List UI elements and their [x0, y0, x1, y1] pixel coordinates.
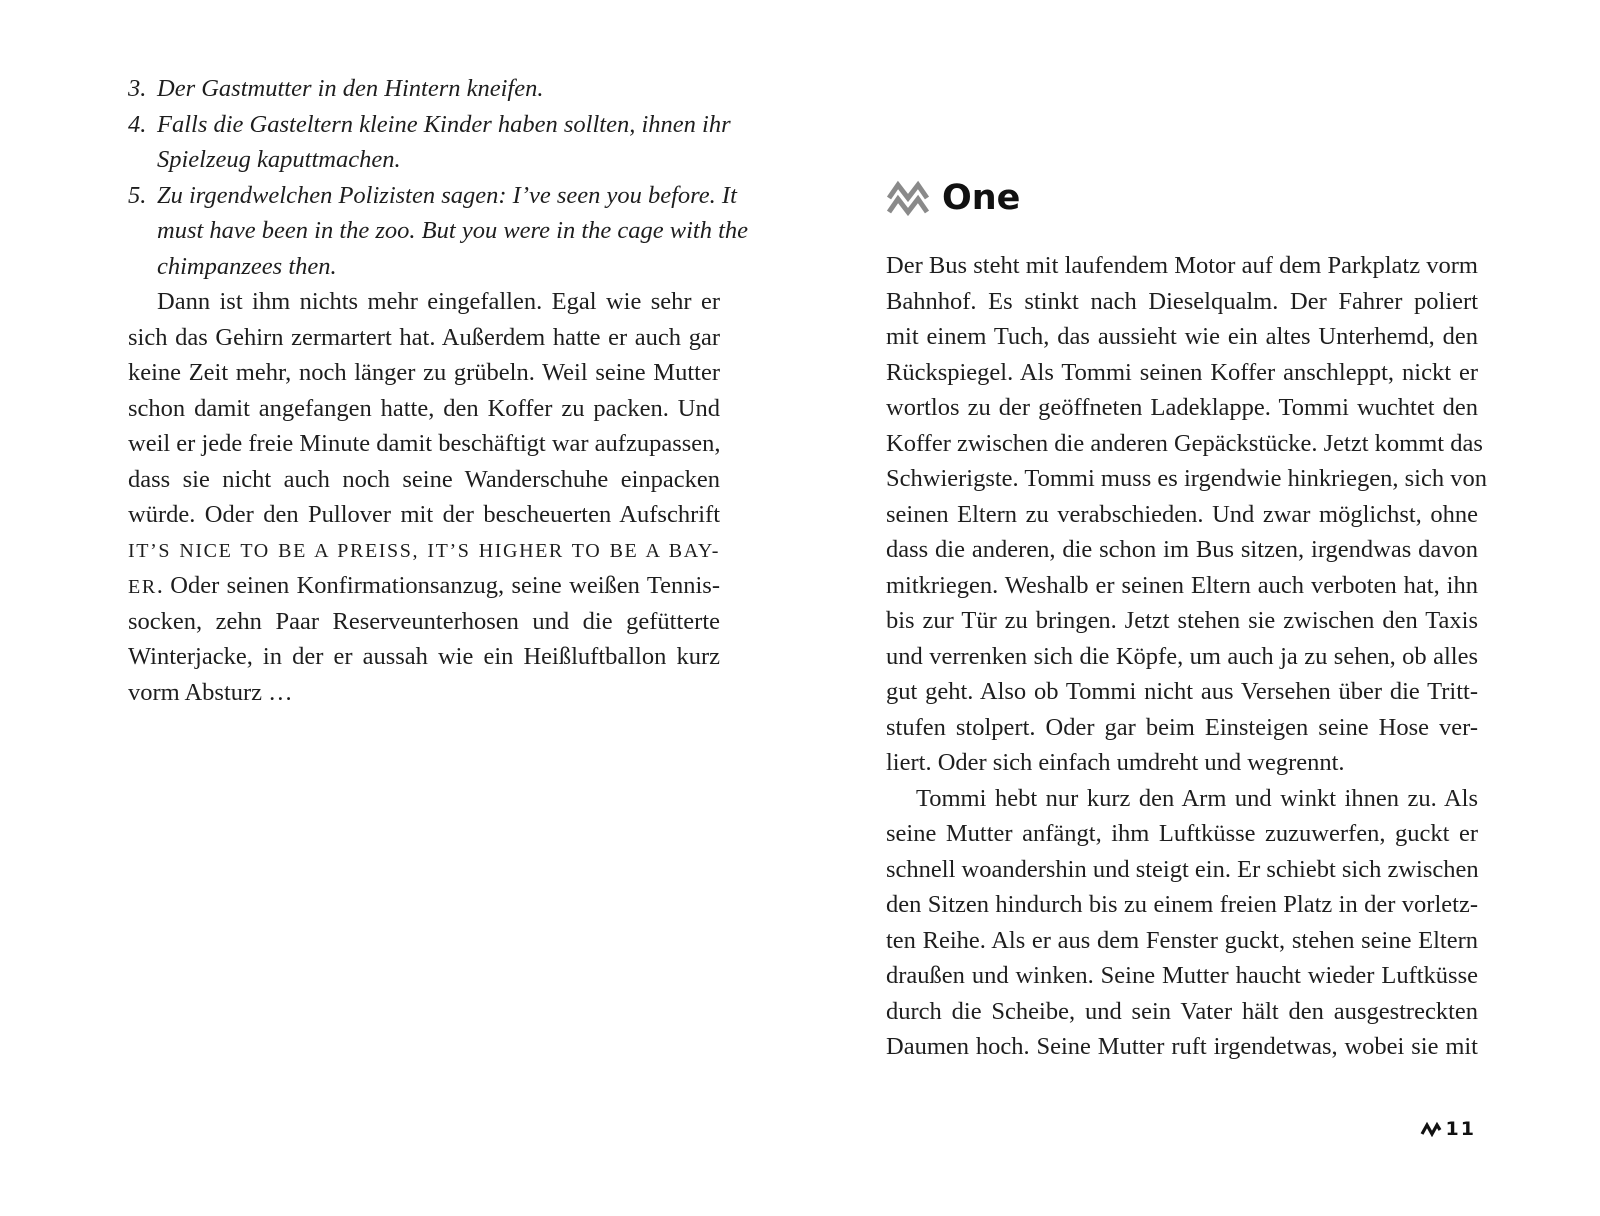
paragraph-line: Koffer zwischen die anderen Gepäckstücke. Jetzt kommt das: [886, 430, 1483, 457]
paragraph-line: Dann ist ihm nichts mehr eingefallen. Egal wie sehr er: [157, 288, 720, 315]
paragraph-line: Schwierigste. Tommi muss es irgendwie hinkriegen, sich von: [886, 465, 1487, 492]
list-item-text: must have been in the zoo. But you were in the cage with the: [157, 217, 749, 244]
smallcaps-fragment: ER: [128, 576, 157, 598]
paragraph-line: den Sitzen hindurch bis zu einem freien Platz in der vorletz-: [886, 891, 1478, 918]
paragraph-line: dass sie nicht auch noch seine Wanderschuhe einpacken: [128, 466, 720, 493]
list-item-number: 5.: [128, 182, 147, 209]
paragraph-line: schon damit angefangen hatte, den Koffer zu packen. Und: [128, 395, 720, 422]
paragraph-line: gut geht. Also ob Tommi nicht aus Versehen über die Tritt-: [886, 678, 1478, 705]
paragraph-line: Daumen hoch. Seine Mutter ruft irgendetwas, wobei sie mit: [886, 1033, 1478, 1060]
list-item-text: Spielzeug kaputtmachen.: [157, 146, 401, 173]
paragraph-line: wortlos zu der geöffneten Ladeklappe. Tommi wuchtet den: [886, 394, 1478, 421]
paragraph-line: mit einem Tuch, das aussieht wie ein altes Unterhemd, den: [886, 323, 1478, 350]
list-item-text: chimpanzees then.: [157, 253, 337, 280]
double-wave-icon: [886, 178, 930, 218]
paragraph-line: socken, zehn Paar Reserveunterhosen und die gefütterte: [128, 608, 720, 635]
page-number: 11: [1445, 1118, 1476, 1140]
paragraph-line: [128, 568, 720, 605]
paragraph-line: schnell woandershin und steigt ein. Er schiebt sich zwischen: [886, 856, 1479, 883]
paragraph-line: bis zur Tür zu bringen. Jetzt stehen sie zwischen den Taxis: [886, 607, 1478, 634]
wave-icon: [1420, 1121, 1442, 1137]
list-item-text: Zu irgendwelchen Polizisten sagen: I’ve seen you before. It: [157, 182, 737, 209]
list-item-number: 4.: [128, 111, 147, 138]
paragraph-line: dass die anderen, die schon im Bus sitzen, irgendwas davon: [886, 536, 1478, 563]
paragraph-line: seine Mutter anfängt, ihm Luftküsse zuzuwerfen, guckt er: [886, 820, 1478, 847]
paragraph-line: Der Bus steht mit laufendem Motor auf dem Parkplatz vorm: [886, 252, 1478, 279]
paragraph-line: mitkriegen. Weshalb er seinen Eltern auch verboten hat, ihn: [886, 572, 1478, 599]
right-page: [800, 0, 1600, 1216]
list-item-text: Der Gastmutter in den Hintern kneifen.: [157, 75, 544, 102]
paragraph-line: keine Zeit mehr, noch länger zu grübeln. Weil seine Mutter: [128, 359, 720, 386]
paragraph-line: liert. Oder sich einfach umdreht und wegrennt.: [886, 749, 1345, 776]
paragraph-line: würde. Oder den Pullover mit der bescheuerten Aufschrift: [128, 501, 720, 528]
paragraph-line: draußen und winken. Seine Mutter haucht wieder Luftküsse: [886, 962, 1478, 989]
list-item-text: Falls die Gasteltern kleine Kinder haben sollten, ihnen ihr: [157, 111, 731, 138]
paragraph-line: weil er jede freie Minute damit beschäftigt war aufzupassen,: [128, 430, 721, 457]
paragraph-line: durch die Scheibe, und sein Vater hält den ausgestreckten: [886, 998, 1478, 1025]
paragraph-line: stufen stolpert. Oder gar beim Einsteigen seine Hose ver-: [886, 714, 1478, 741]
paragraph-line: sich das Gehirn zermartert hat. Außerdem hatte er auch gar: [128, 324, 720, 351]
paragraph-line: seinen Eltern zu verabschieden. Und zwar möglichst, ohne: [886, 501, 1478, 528]
list-item-number: 3.: [128, 75, 147, 102]
chapter-title: One: [942, 178, 1021, 218]
paragraph-line: Bahnhof. Es stinkt nach Dieselqualm. Der Fahrer poliert: [886, 288, 1478, 315]
paragraph-line: vorm Absturz …: [128, 679, 293, 706]
paragraph-line: ten Reihe. Als er aus dem Fenster guckt, stehen seine Eltern: [886, 927, 1478, 954]
paragraph-line: Rückspiegel. Als Tommi seinen Koffer anschleppt, nickt er: [886, 359, 1478, 386]
paragraph-line: und verrenken sich die Köpfe, um auch ja zu sehen, ob alles: [886, 643, 1478, 670]
page-footer: [1420, 1118, 1476, 1140]
paragraph-fragment: . Oder seinen Konfirmationsanzug, seine weißen Tennis-: [156, 572, 720, 599]
paragraph-line: Winterjacke, in der er aussah wie ein Heißluftballon kurz: [128, 643, 720, 670]
chapter-heading: [886, 170, 1020, 226]
paragraph-line: Tommi hebt nur kurz den Arm und winkt ihnen zu. Als: [916, 785, 1478, 812]
smallcaps-line: IT’S NICE TO BE A PREISS, IT’S HIGHER TO BE A BAY-: [128, 540, 720, 562]
